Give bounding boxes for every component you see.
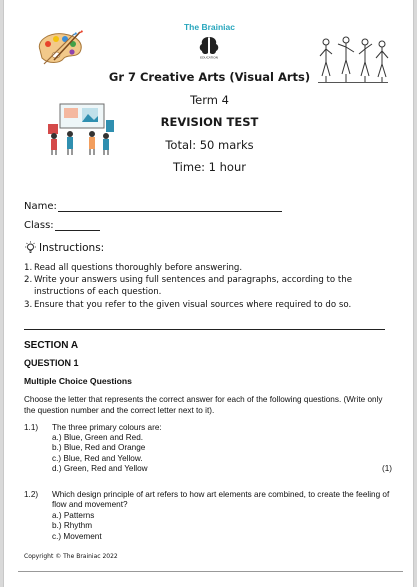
option-item: c.) Movement [52,532,102,541]
question-directions: Choose the letter that represents the correct answer for each of the following questions. (Write only the question number and the correct letter next to it). [24,395,383,415]
paint-palette-icon [34,30,86,66]
list-item-number: 2. [24,275,33,286]
instructions-heading: Instructions: [39,241,105,254]
option-item: c.) Blue, Red and Yellow. [52,454,143,463]
section-divider [24,329,385,330]
question-number: 1.2) [24,490,39,499]
art-gallery-icon [46,102,116,156]
class-blank[interactable] [55,222,100,231]
page-bottom-line [18,571,403,572]
mark-allocation: (1) [382,464,393,473]
logo-text: EDUCATION [200,55,218,60]
question-subheading: Multiple Choice Questions [24,376,132,386]
class-field [24,220,100,231]
name-field [24,201,282,212]
option-item: a.) Blue, Green and Red. [52,433,144,442]
exam-page [3,0,414,587]
question-text: The three primary colours are: [52,423,162,432]
list-item-text: Write your answers using full sentences and paragraphs, according to the instructions of each question. [34,275,352,298]
brainiac-logo-icon [196,34,222,60]
copyright-text: Copyright © The Brainiac 2022 [24,553,118,560]
list-item-number: 1. [24,263,33,273]
list-item [24,274,384,298]
instructions-list [24,262,384,311]
instructions-heading-row [24,241,104,254]
class-label: Class: [24,220,54,231]
question-heading: QUESTION 1 [24,358,79,368]
list-item-text: Ensure that you refer to the given visual sources where required to do so. [34,299,352,310]
option-item: b.) Rhythm [52,521,93,530]
lightbulb-icon [24,241,37,254]
name-blank[interactable] [58,203,282,212]
list-item [24,262,384,274]
option-item: a.) Patterns [52,511,95,520]
question-text: Which design principle of art refers to how art elements are combined, to create the feeling of flow and movement? [52,490,390,510]
option-item: d.) Green, Red and Yellow [52,464,148,473]
total-marks: Total: 50 marks [165,138,254,152]
list-item-number: 3. [24,299,33,310]
list-item [24,299,384,311]
section-title: SECTION A [24,340,79,351]
list-item-text: Read all questions thoroughly before answering. [34,263,243,273]
term-label: Term 4 [190,93,229,107]
option-item: b.) Blue, Red and Orange [52,443,146,452]
question-number: 1.1) [24,423,39,432]
test-name: REVISION TEST [160,115,259,129]
brand-name: The Brainiac [183,22,236,32]
subject-title: Gr 7 Creative Arts (Visual Arts) [108,70,311,84]
name-label: Name: [24,201,57,212]
time-allowed: Time: 1 hour [173,160,246,174]
